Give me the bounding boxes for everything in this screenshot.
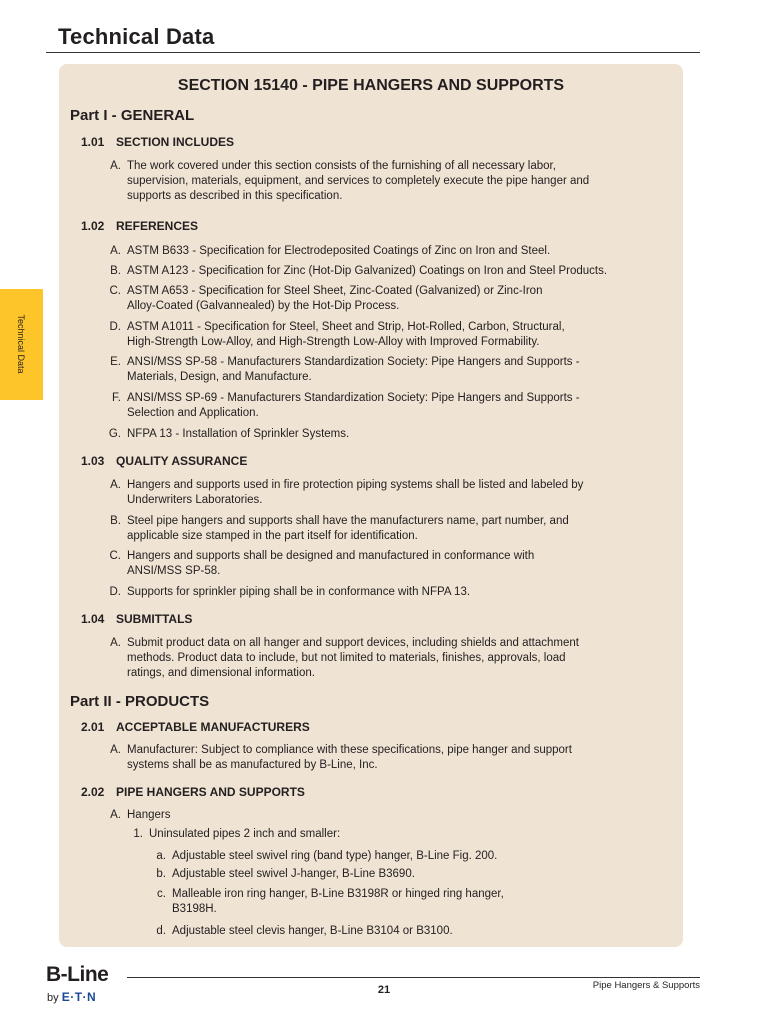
list-item: C. Hangers and supports shall be designed and manufactured in conformance with ANSI/MSS SP-58.: [109, 550, 535, 577]
list-item: C. ASTM A653 - Specification for Steel Sheet, Zinc-Coated (Galvanized) or Zinc-Iron Alloy-Coated (Galvannealed) by the Hot-Dip Process.: [109, 285, 543, 312]
list-item: b. Adjustable steel swivel J-hanger, B-Line B3690.: [156, 868, 415, 880]
list-item: B. ASTM A123 - Specification for Zinc (Hot-Dip Galvanized) Coatings on Iron and Steel Products.: [110, 265, 608, 277]
list-item: G. NFPA 13 - Installation of Sprinkler Systems.: [108, 428, 350, 440]
footer-section-label: Pipe Hangers & Supports: [592, 980, 700, 991]
list-item: a. Adjustable steel swivel ring (band type) hanger, B-Line Fig. 200.: [156, 850, 498, 862]
list-item: F. ANSI/MSS SP-69 - Manufacturers Standardization Society: Pipe Hangers and Supports - Selection and Application.: [112, 392, 580, 419]
subsection-heading: 1.04 SUBMITTALS: [81, 612, 193, 626]
list-item: D. ASTM A1011 - Specification for Steel, Sheet and Strip, Hot-Rolled, Carbon, Structural, High-Strength Low-Alloy, and High-Strength Low-Alloy with Improved Formability.: [109, 321, 565, 348]
list-item: A. Submit product data on all hanger and support devices, including shields and attachment methods. Product data to include, but not limited to materials, finishes, approvals, load ratings, and dimensional information.: [110, 637, 579, 679]
list-item: c. Malleable iron ring hanger, B-Line B3198R or hinged ring hanger, B3198H.: [157, 888, 504, 915]
part-2-title: Part II - PRODUCTS: [70, 693, 210, 710]
bline-logo: B-Line: [46, 963, 109, 986]
side-tab[interactable]: [0, 289, 43, 400]
list-item: 1. Uninsulated pipes 2 inch and smaller:: [133, 828, 341, 840]
subsection-heading: 1.03 QUALITY ASSURANCE: [81, 454, 248, 468]
part-1-title: Part I - GENERAL: [70, 107, 195, 124]
list-item: D. Supports for sprinkler piping shall be in conformance with NFPA 13.: [109, 586, 471, 598]
eaton-logo: by E·T·N: [47, 990, 97, 1004]
page-title: Technical Data: [58, 24, 215, 49]
list-item: B. Steel pipe hangers and supports shall have the manufacturers name, part number, and applicable size stamped in the part itself for identification.: [110, 515, 569, 542]
side-tab-label: Technical Data: [16, 314, 26, 374]
title-divider: [46, 52, 700, 53]
page-number: 21: [377, 984, 391, 996]
list-item: d. Adjustable steel clevis hanger, B-Line B3104 or B3100.: [156, 925, 453, 937]
list-item: A. Hangers and supports used in fire protection piping systems shall be listed and labeled by Underwriters Laboratories.: [110, 479, 584, 506]
subsection-heading: 1.02 REFERENCES: [81, 219, 199, 233]
subsection-heading: 1.01 SECTION INCLUDES: [81, 135, 235, 149]
list-item: A. Manufacturer: Subject to compliance with these specifications, pipe hanger and support systems shall be as manufactured by B-Line, Inc.: [110, 744, 572, 771]
list-item: E. ANSI/MSS SP-58 - Manufacturers Standardization Society: Pipe Hangers and Supports - Materials, Design, and Manufacture.: [110, 356, 580, 383]
subsection-heading: 2.01 ACCEPTABLE MANUFACTURERS: [81, 720, 310, 734]
list-item: A. Hangers: [110, 809, 171, 821]
section-title: SECTION 15140 - PIPE HANGERS AND SUPPORTS: [177, 77, 565, 94]
spec-panel: [59, 64, 683, 947]
footer-divider: [127, 977, 700, 978]
subsection-heading: 2.02 PIPE HANGERS AND SUPPORTS: [81, 785, 305, 799]
list-item: A. ASTM B633 - Specification for Electrodeposited Coatings of Zinc on Iron and Steel.: [110, 245, 551, 257]
list-item: A. The work covered under this section consists of the furnishing of all necessary labor, supervision, materials, equipment, and services to completely execute the pipe hanger and supports as described in this specification.: [110, 160, 590, 202]
